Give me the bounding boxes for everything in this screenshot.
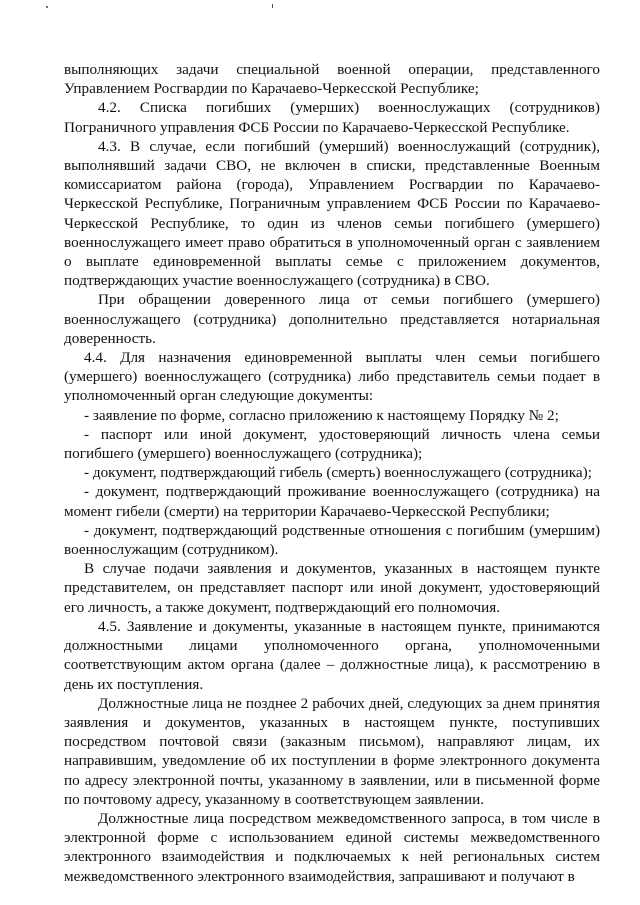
scan-speck [46, 6, 48, 8]
list-item-kinship-document: - документ, подтверждающий родственные отношения с погибшим (умершим) военнослужащим (сотрудником). [64, 521, 600, 559]
paragraph-4-2: 4.2. Списка погибших (умерших) военнослужащих (сотрудников) Пограничного управления ФСБ России по Карачаево-Черкесской Республике. [64, 99, 600, 136]
scan-speck [272, 4, 273, 8]
paragraph-power-of-attorney: При обращении доверенного лица от семьи погибшего (умершего) военнослужащего (сотрудника) дополнительно представляется нотариальная доверенность. [64, 291, 600, 347]
paragraph-4-4: 4.4. Для назначения единовременной выплаты член семьи погибшего (умершего) военнослужащего (сотрудника) либо представитель семьи подает в уполномоченный орган следующие документы: [64, 349, 600, 405]
list-item-death-document: - документ, подтверждающий гибель (смерть) военнослужащего (сотрудника); [84, 464, 592, 482]
list-item-residence-document: - документ, подтверждающий проживание военнослужащего (сотрудника) на момент гибели (смерти) на территории Карачаево-Черкесской Республики; [64, 483, 600, 520]
paragraph-representative: В случае подачи заявления и документов, указанных в настоящем пункте представителем, он представляет паспорт или иной документ, удостоверяющий его личность, а также документ, подтверждающий его полномочия. [64, 560, 600, 616]
list-item-application: - заявление по форме, согласно приложению к настоящему Порядку № 2; [84, 406, 559, 424]
paragraph-4-3: 4.3. В случае, если погибший (умерший) военнослужащий (сотрудник), выполнявший задачи СВО, не включен в списки, представленные Военным комиссариатом района (города), Управлением Росгвардии по Карачаево-Черкесской Республике, Пограничным управлением ФСБ России по Карачаево-Черкесской Республике, то один из членов семьи погибшего (умершего) военнослужащего имеет право обратиться в уполномоченный орган с заявлением о выплате единовременной выплаты семье с приложением документов, подтверждающих участие военнослужащего (сотрудника) в СВО. [64, 137, 600, 290]
document-page [64, 60, 600, 886]
paragraph-interagency-request: Должностные лица посредством межведомственного запроса, в том числе в электронной форме с использованием единой системы межведомственного электронного взаимодействия и подключаемых к ней региональных систем межведомственного электронного взаимодействия, запрашивают и получают в [64, 809, 600, 885]
paragraph-continuation: выполняющих задачи специальной военной операции, представленного Управлением Росгвардии по Карачаево-Черкесской Республике; [64, 61, 600, 98]
paragraph-notification: Должностные лица не позднее 2 рабочих дней, следующих за днем принятия заявления и документов, указанных в настоящем пункте, поступивших посредством почтовой связи (заказным письмом), направляют лицам, их направившим, уведомление об их поступлении в форме электронного документа по адресу электронной почты, указанному в заявлении, или в письменной форме по почтовому адресу, указанному в соответствующем заявлении. [64, 694, 600, 808]
list-item-passport: - паспорт или иной документ, удостоверяющий личность члена семьи погибшего (умершего) военнослужащего (сотрудника); [64, 425, 600, 463]
paragraph-4-5: 4.5. Заявление и документы, указанные в настоящем пункте, принимаются должностными лицами уполномоченного органа, уполномоченными соответствующим актом органа (далее – должностные лица), к рассмотрению в день их поступления. [64, 617, 600, 693]
